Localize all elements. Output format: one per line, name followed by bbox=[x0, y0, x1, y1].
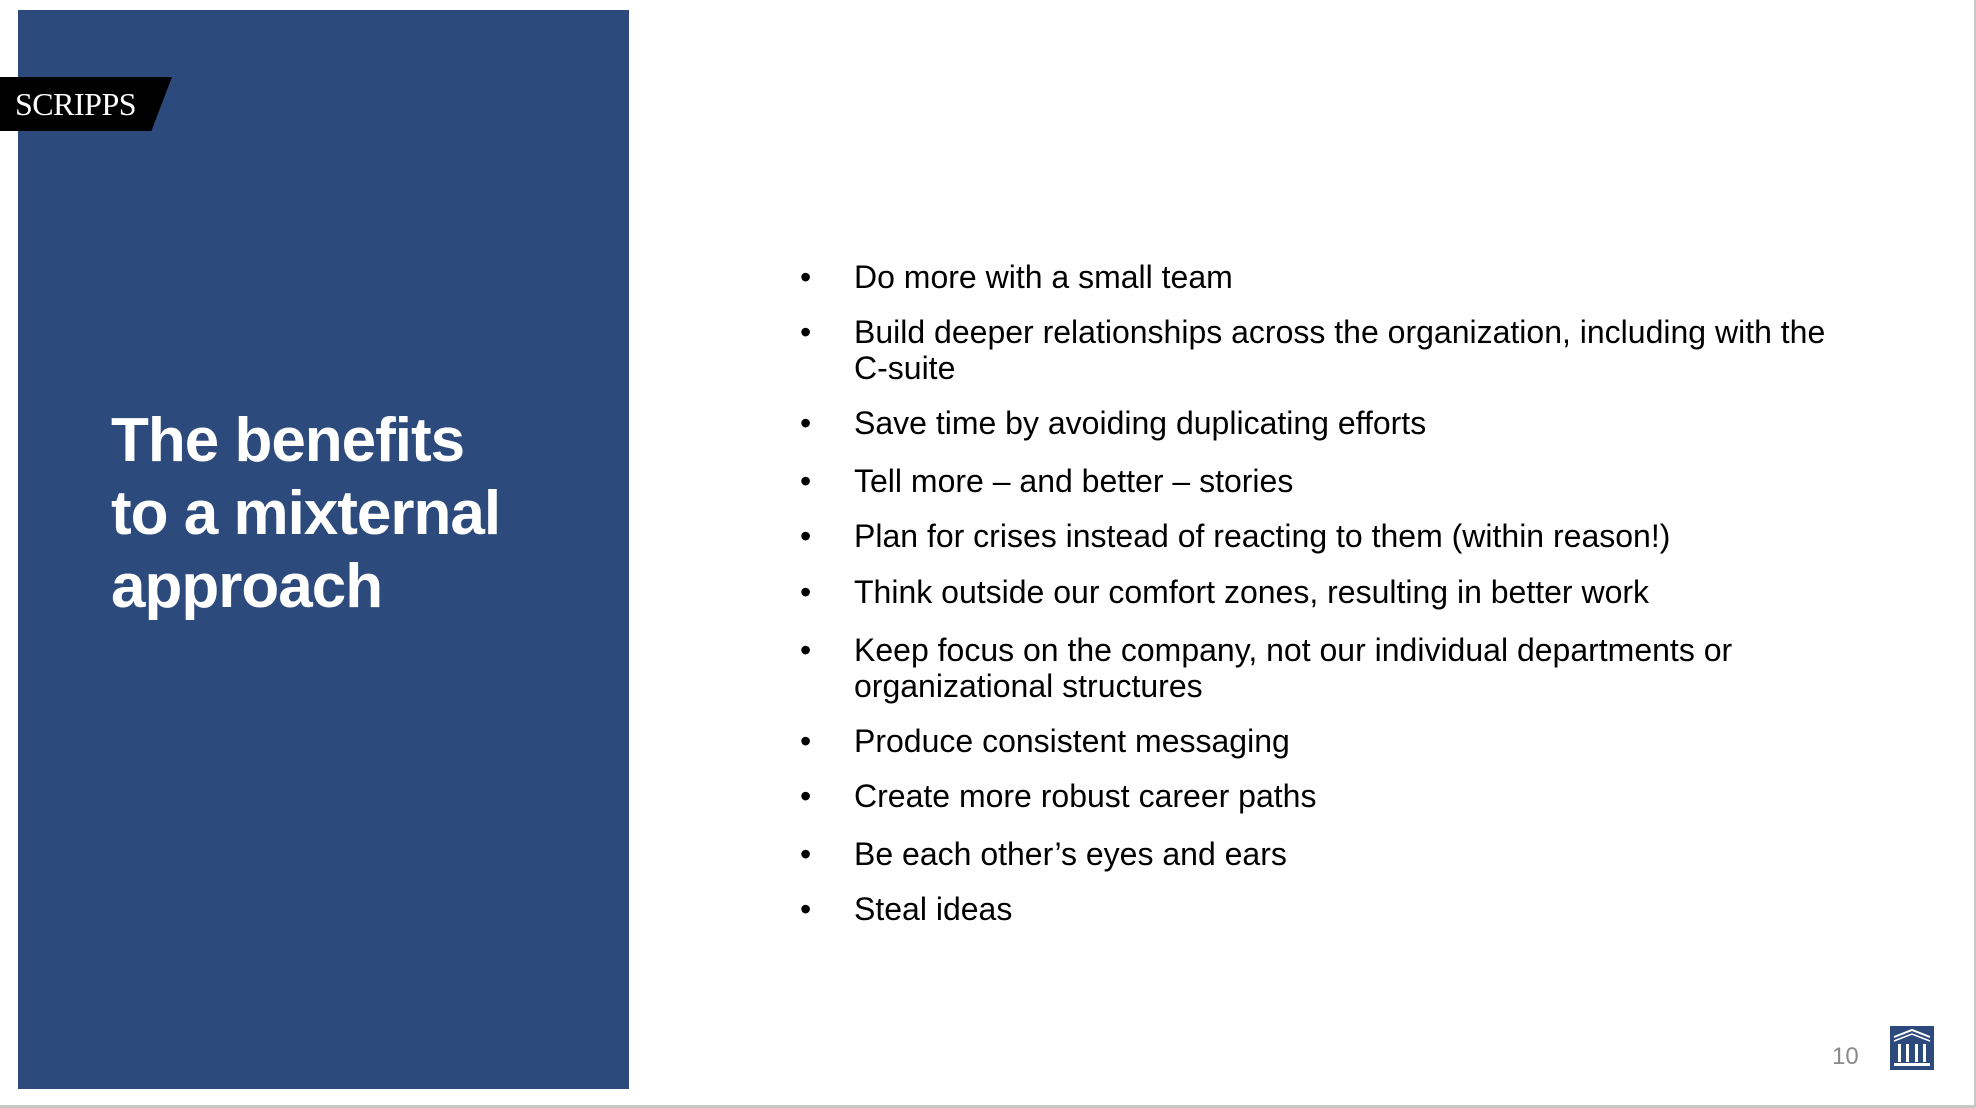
title-line-1: The benefits bbox=[111, 406, 465, 475]
list-item bbox=[800, 778, 1850, 814]
list-item bbox=[800, 574, 1850, 610]
page-number: 10 bbox=[1832, 1043, 1859, 1070]
list-item bbox=[800, 836, 1850, 872]
list-item bbox=[800, 518, 1850, 554]
list-item-text: Produce consistent messaging bbox=[854, 723, 1290, 759]
bullet-marker: • bbox=[800, 405, 812, 441]
list-item-text: Steal ideas bbox=[854, 891, 1013, 927]
bullet-marker: • bbox=[800, 574, 812, 610]
list-item-text: Do more with a small team bbox=[854, 259, 1233, 295]
bullet-marker: • bbox=[800, 314, 812, 350]
bullet-marker: • bbox=[800, 632, 812, 668]
list-item-text: Build deeper relationships across the organization, including with the C-suite bbox=[854, 314, 1826, 386]
bullet-marker: • bbox=[800, 463, 812, 499]
list-item-text: Save time by avoiding duplicating efforts bbox=[854, 405, 1427, 441]
list-item bbox=[800, 891, 1850, 927]
bullet-marker: • bbox=[800, 836, 812, 872]
list-item-text: Keep focus on the company, not our individual departments or organizational structures bbox=[854, 632, 1733, 704]
bullet-marker: • bbox=[800, 518, 812, 554]
list-item bbox=[800, 405, 1850, 441]
list-item bbox=[800, 632, 1850, 704]
list-item-text: Be each other’s eyes and ears bbox=[854, 836, 1287, 872]
list-item bbox=[800, 723, 1850, 759]
list-item-text: Plan for crises instead of reacting to them (within reason!) bbox=[854, 518, 1671, 554]
list-item-text: Create more robust career paths bbox=[854, 778, 1317, 814]
list-item bbox=[800, 463, 1850, 499]
title-line-3: approach bbox=[111, 552, 383, 621]
list-item-text: Think outside our comfort zones, resulting in better work bbox=[854, 574, 1650, 610]
slide-title bbox=[111, 404, 611, 623]
bullet-marker: • bbox=[800, 891, 812, 927]
title-line-2: to a mixternal bbox=[111, 479, 501, 548]
bullet-marker: • bbox=[800, 778, 812, 814]
list-item bbox=[800, 314, 1850, 386]
bullet-marker: • bbox=[800, 723, 812, 759]
list-item bbox=[800, 259, 1850, 295]
lighthouse-logo-icon bbox=[1890, 1026, 1934, 1070]
scripps-logo-text: SCRIPPS bbox=[15, 86, 137, 122]
bullet-marker: • bbox=[800, 259, 812, 295]
list-item-text: Tell more – and better – stories bbox=[854, 463, 1294, 499]
